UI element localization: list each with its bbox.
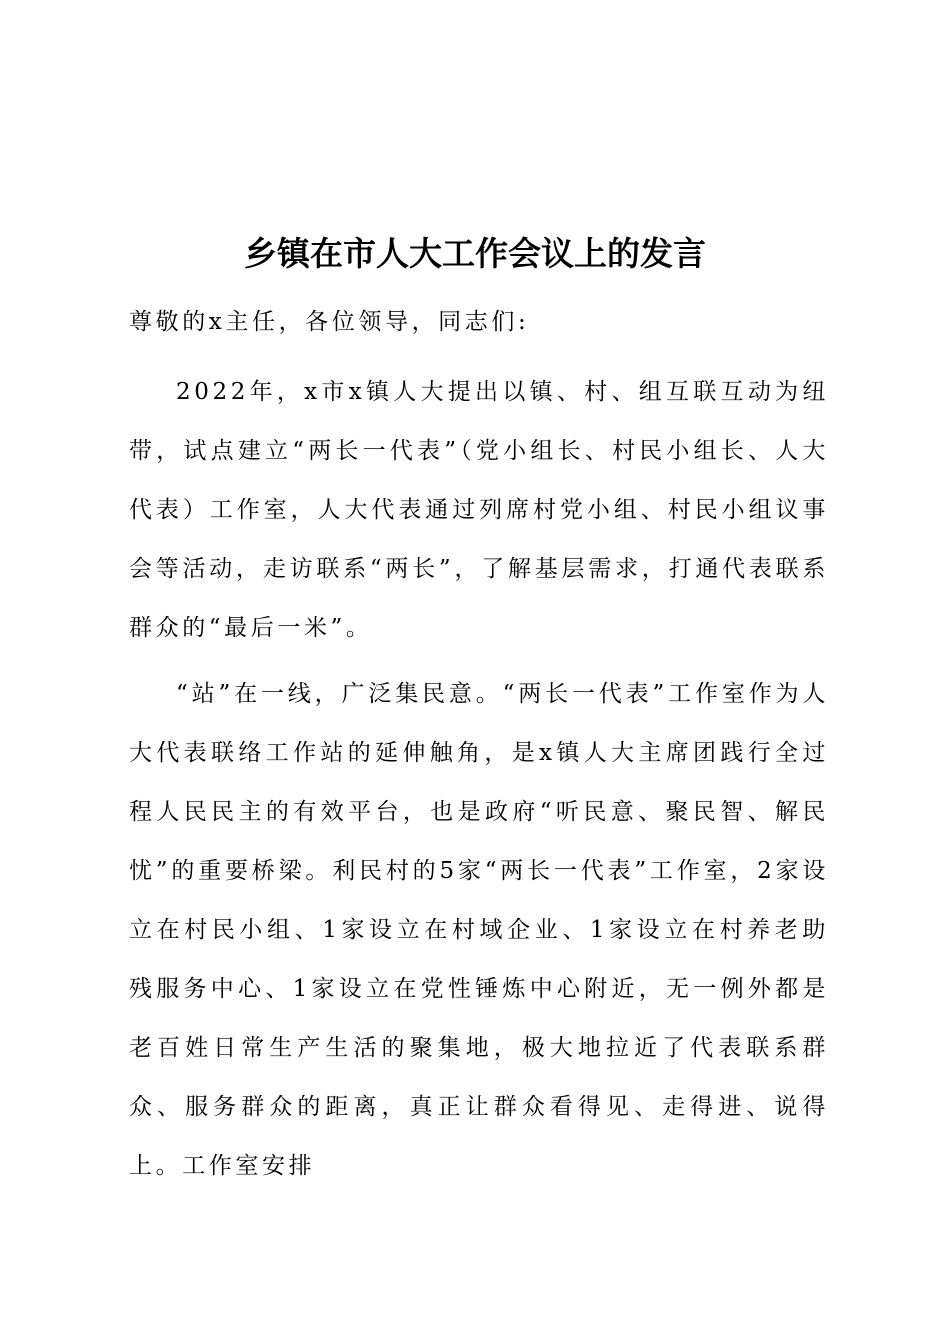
document-title: 乡镇在市人大工作会议上的发言 [244,234,706,274]
paragraph-1: 2022年，x市x镇人大提出以镇、村、组互联互动为纽带，试点建立“两长一代表”（党小组长、村民小组长、人大代表）工作室，人大代表通过列席村党小组、村民小组议事会等活动，走访联系“两长”，了解基层需求，打通代表联系群众的“最后一米”。 [129,379,829,641]
salutation: 尊敬的x主任，各位领导，同志们: [129,309,530,335]
paragraph-2: “站”在一线，广泛集民意。“两长一代表”工作室作为人大代表联络工作站的延伸触角，是x镇人大主席团践行全过程人民民主的有效平台，也是政府“听民意、聚民智、解民忧”的重要桥梁。利民村的5家“两长一代表”工作室，2家设立在村民小组、1家设立在村域企业、1家设立在村养老助残服务中心、1家设立在党性锤炼中心附近，无一例外都是老百姓日常生产生活的聚集地，极大地拉近了代表联系群众、服务群众的距离，真正让群众看得见、走得进、说得上。工作室安排 [129,681,829,1179]
